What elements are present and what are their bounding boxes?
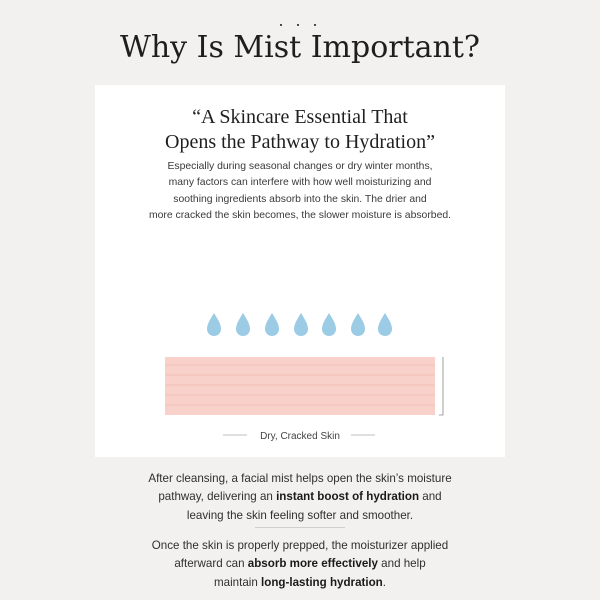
card-quote [95,105,505,155]
paragraph-line: leaving the skin feeling softer and smoother. [186,508,414,522]
card-description [95,159,505,225]
water-drop-icon [207,313,221,336]
benefit-paragraph-1 [0,470,600,525]
highlight-text: long-lasting hydration [261,575,383,589]
paragraph-line: maintain long-lasting hydration. [213,575,386,589]
section-divider [255,527,345,528]
water-drop-icon [265,313,279,336]
paragraph-line: pathway, delivering an instant boost of hydration and [158,490,442,504]
water-drop-icon [351,313,365,336]
water-drop-icon [294,313,308,336]
water-drop-icon [236,313,250,336]
benefit-paragraph-2 [0,537,600,592]
water-drop-icon [322,313,336,336]
paragraph-line: Once the skin is properly prepped, the moisturizer applied [151,539,449,552]
paragraph-line: afterward can absorb more effectively and help [174,557,426,571]
decorative-dots: . . . [278,10,322,30]
page-title: Why Is Mist Important? [119,30,481,65]
epidermis-body [165,357,435,415]
description-line: soothing ingredients absorb into the skin. The drier and [173,193,427,205]
water-drop-icon [378,313,392,336]
paragraph-line: After cleansing, a facial mist helps open the skin’s moisture [148,472,452,485]
quote-line: “A Skincare Essential That [192,106,408,128]
skin-illustration-lower [95,357,505,457]
water-drops [207,313,392,336]
highlight-text: instant boost of hydration [276,490,420,504]
highlight-text: absorb more effectively [247,557,378,571]
description-line: Especially during seasonal changes or dry winter months, [167,161,433,172]
caption-text: Dry, Cracked Skin [260,431,340,442]
description-line: many factors can interfere with how well moisturizing and [168,177,432,189]
description-line: more cracked the skin becomes, the slower moisture is absorbed. [148,210,452,222]
quote-line: Opens the Pathway to Hydration” [165,131,435,153]
